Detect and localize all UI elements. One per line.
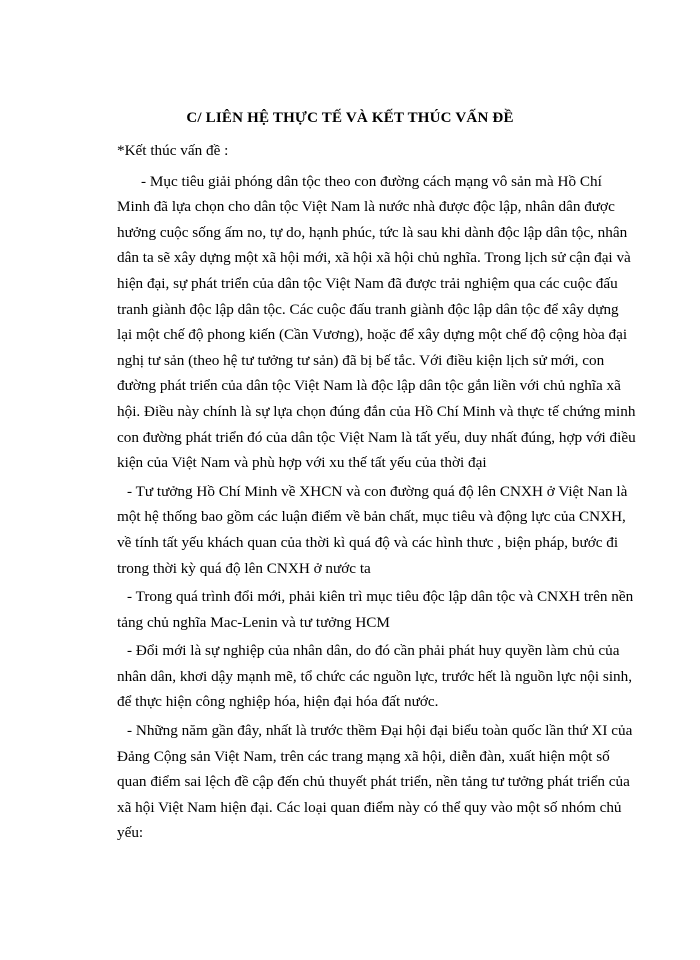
intro-line: *Kết thúc vấn đề : <box>117 142 229 159</box>
section-title: C/ LIÊN HỆ THỰC TẾ VÀ KẾT THÚC VẤN ĐỀ <box>186 110 514 126</box>
paragraph-renovation-goal: - Trong quá trình đổi mới, phải kiên trì mục tiêu độc lập dân tộc và CNXH trên nền tảng chủ nghĩa Mac-Lenin và tư tưởng HCM <box>117 588 634 631</box>
paragraph-recent-years: - Những năm gần đây, nhất là trước thềm Đại hội đại biểu toàn quốc lần thứ XI của Đảng Cộng sản Việt Nam, trên các trang mạng xã hội, diễn đàn, xuất hiện một số quan điểm sai lệch đề cập đến chủ thuyết phát triển, nền tảng tư tưởng phát triển của xã hội Việt Nam hiện đại. Các loại quan điểm này có thể quy vào một số nhóm chủ yếu: <box>117 722 633 842</box>
paragraph-renovation-people: - Đổi mới là sự nghiệp của nhân dân, do đó cần phải phát huy quyền làm chủ của nhân dân, khơi dậy mạnh mẽ, tổ chức các nguồn lực, trước hết là nguồn lực nội sinh, để thực hiện công nghiệp hóa, hiện đại hóa đất nước. <box>117 642 633 711</box>
paragraph-ho-chi-minh-thought: - Tư tưởng Hồ Chí Minh về XHCN và con đường quá độ lên CNXH ở Việt Nan là một hệ thống bao gồm các luận điểm về bản chất, mục tiêu và động lực của CNXH, về tính tất yếu khách quan của thời kì quá độ và các hình thưc , biện pháp, bước đi trong thời kỳ quá độ lên CNXH ở nước ta <box>117 482 628 577</box>
document-body <box>117 138 637 846</box>
paragraph-goal: - Mục tiêu giải phóng dân tộc theo con đường cách mạng vô sản mà Hồ Chí Minh đã lựa chọn cho dân tộc Việt Nam là nước nhà được độc lập, nhân dân được hưởng cuộc sống ấm no, tự do, hạnh phúc, tức là sau khi dành độc lập dân tộc, nhân dân ta sẽ xây dựng một xã hội mới, xã hội xã hội chủ nghĩa. Trong lịch sử cận đại và hiện đại, sự phát triển của dân tộc Việt Nam đã được trải nghiệm qua các cuộc đấu tranh giành độc lập dân tộc. Các cuộc đấu tranh giành độc lập dân tộc để xây dựng lại một chế độ phong kiến (Cần Vương), hoặc để xây dựng một chế độ cộng hòa đại nghị tư sản (theo hệ tư tưởng tư sản) đã bị bế tắc. Với điều kiện lịch sử mới, con đường phát triển của dân tộc Việt Nam là độc lập dân tộc gắn liền với chủ nghĩa xã hội. Điều này chính là sự lựa chọn đúng đắn của Hồ Chí Minh và thực tế chứng minh con đường phát triển đó của dân tộc Việt Nam là tất yếu, duy nhất đúng, hợp với điều kiện của Việt Nam và phù hợp với xu thế tất yếu của thời đại <box>117 172 636 472</box>
